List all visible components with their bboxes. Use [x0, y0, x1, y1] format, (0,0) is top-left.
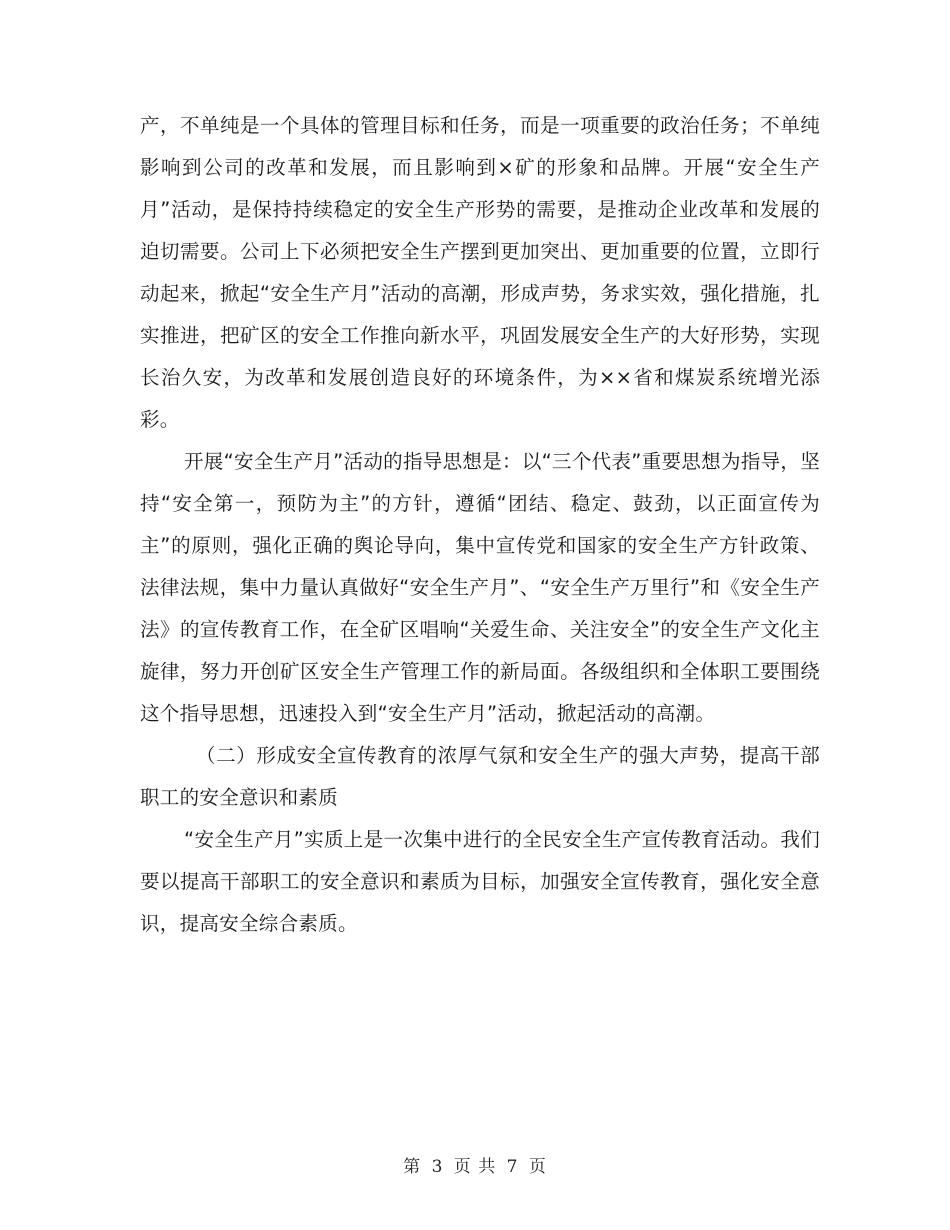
- footer-middle: 页 共: [453, 1157, 497, 1177]
- footer-total-pages: 7: [506, 1157, 519, 1177]
- paragraph-guiding-ideology: 开展“安全生产月”活动的指导思想是：以“三个代表”重要思想为指导，坚持“安全第一，预防为主”的方针，遵循“团结、稳定、鼓劲，以正面宣传为主”的原则，强化正确的舆论导向，集中宣传党和国家的安全生产方针政策、法律法规，集中力量认真做好“安全生产月”、“安全生产万里行”和《安全生产法》的宣传教育工作，在全矿区唱响“关爱生命、关注安全”的安全生产文化主旋律，努力开创矿区安全生产管理工作的新局面。各级组织和全体职工要围绕这个指导思想，迅速投入到“安全生产月”活动，掀起活动的高潮。: [140, 450, 820, 725]
- paragraph-continuation: 产，不单纯是一个具体的管理目标和任务，而是一项重要的政治任务；不单纯影响到公司的改革和发展，而且影响到×矿的形象和品牌。开展“安全生产月”活动，是保持持续稳定的安全生产形势的需要，是推动企业改革和发展的迫切需要。公司上下必须把安全生产摆到更加突出、更加重要的位置，立即行动起来，掀起“安全生产月”活动的高潮，形成声势，务求实效，强化措施，扎实推进，把矿区的安全工作推向新水平，巩固发展安全生产的大好形势，实现长治久安，为改革和发展创造良好的环境条件，为××省和煤炭系统增光添彩。: [140, 114, 820, 431]
- document-body: [140, 105, 820, 945]
- footer-current-page: 3: [431, 1157, 444, 1177]
- footer-prefix: 第: [403, 1157, 422, 1177]
- page-footer: [0, 1152, 950, 1177]
- section-heading-2: （二）形成安全宣传教育的浓厚气氛和安全生产的强大声势，提高干部职工的安全意识和素质: [140, 744, 820, 809]
- footer-suffix: 页: [528, 1157, 547, 1177]
- paragraph-safety-education: “安全生产月”实质上是一次集中进行的全民安全生产宣传教育活动。我们要以提高干部职工的安全意识和素质为目标，加强安全宣传教育，强化安全意识，提高安全综合素质。: [140, 828, 820, 935]
